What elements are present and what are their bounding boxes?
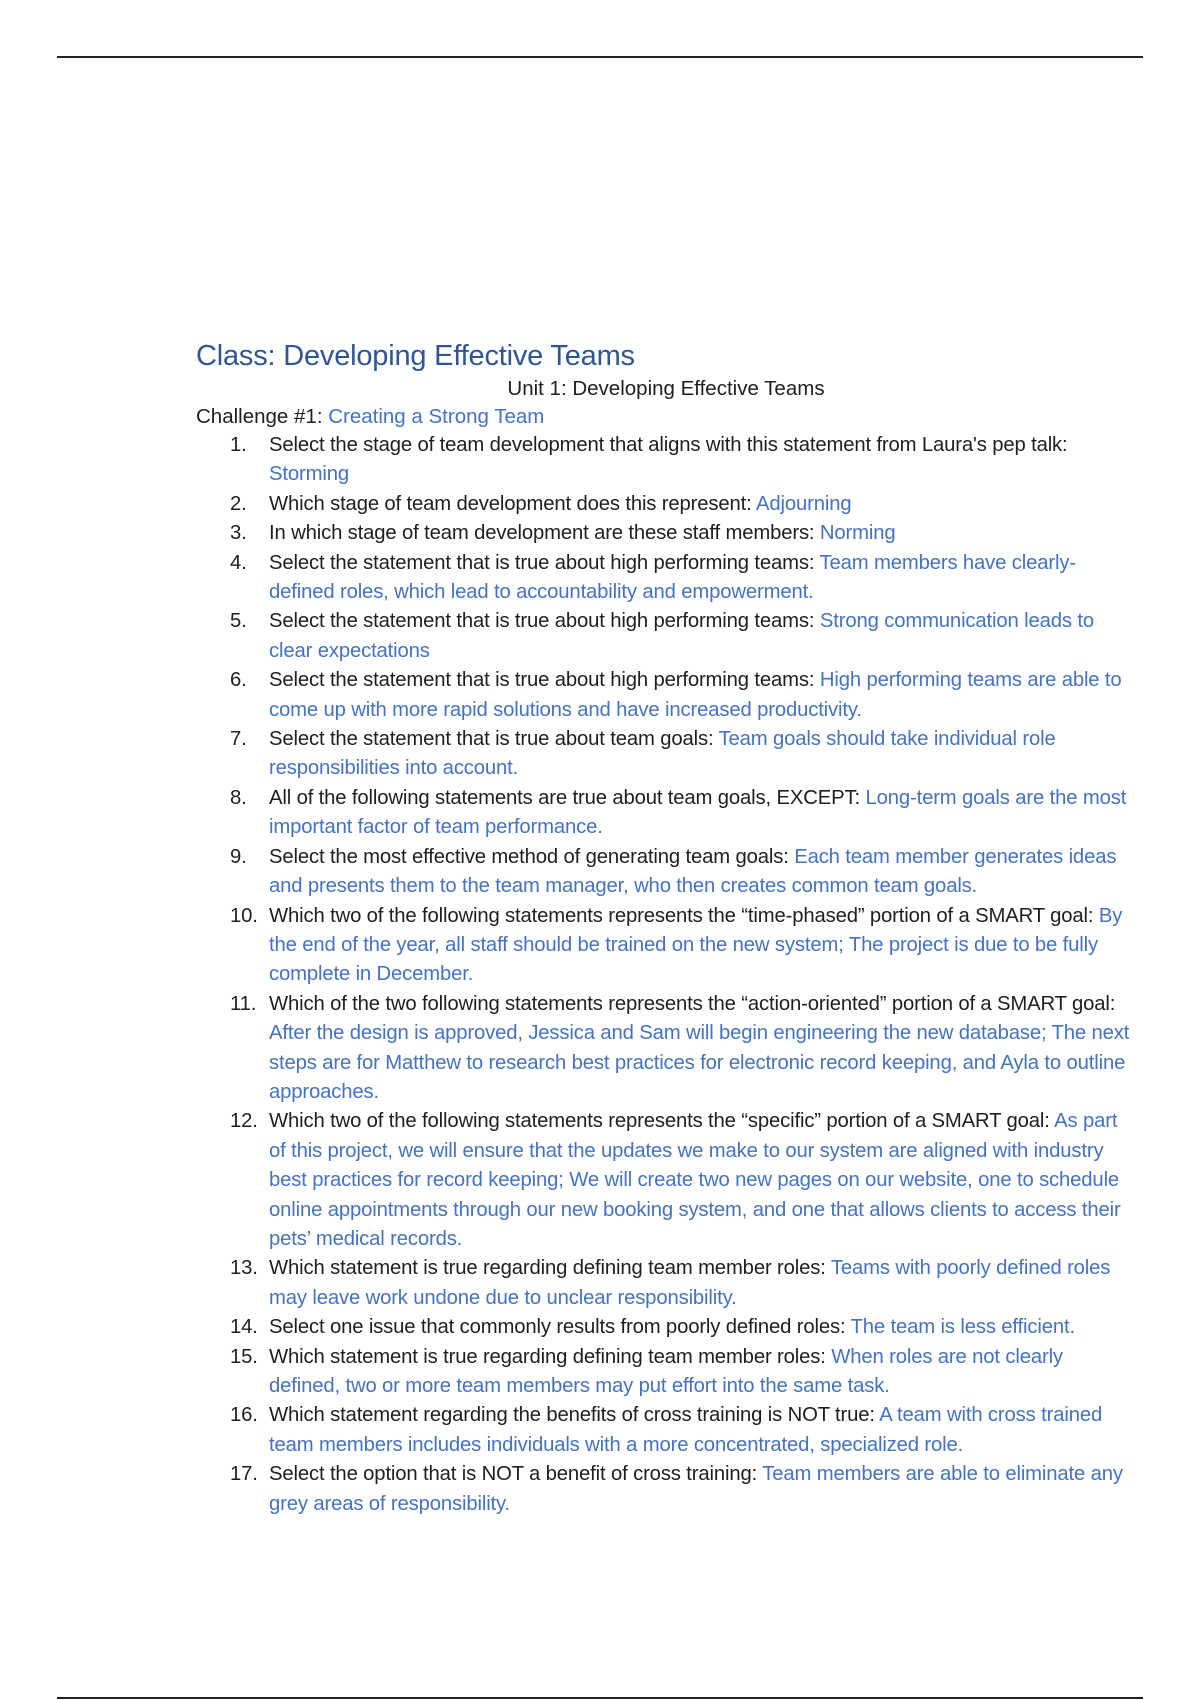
page-title: Class: Developing Effective Teams bbox=[196, 340, 635, 372]
question-number: 13. bbox=[230, 1257, 258, 1280]
document-body bbox=[196, 340, 1136, 1519]
answer-text: Strong communication leads to clear expectations bbox=[269, 610, 1094, 662]
question-item bbox=[196, 990, 1136, 1108]
question-number: 2. bbox=[230, 492, 247, 515]
answer-text: After the design is approved, Jessica and Sam will begin engineering the new database; The next steps are for Matthew to research best practices for electronic record keeping, and Ayla to outline approaches. bbox=[269, 1022, 1130, 1103]
question-item bbox=[196, 1460, 1136, 1519]
question-number: 6. bbox=[230, 669, 247, 692]
question-text: Select the option that is NOT a benefit of cross training: bbox=[269, 1463, 758, 1486]
question-number: 9. bbox=[230, 845, 247, 868]
answer-text: Long-term goals are the most important factor of team performance. bbox=[269, 786, 1127, 839]
answer-text: Team members have clearly-defined roles, which lead to accountability and empowerment. bbox=[269, 551, 1076, 604]
question-text: In which stage of team development are these staff members: bbox=[269, 522, 815, 545]
challenge-heading bbox=[196, 405, 1136, 429]
question-number: 17. bbox=[230, 1463, 258, 1486]
question-number: 7. bbox=[230, 728, 247, 751]
answer-text: Teams with poorly defined roles may leave work undone due to unclear responsibility. bbox=[269, 1257, 1111, 1309]
top-rule bbox=[57, 56, 1143, 58]
question-item bbox=[196, 1254, 1136, 1313]
question-text: Select one issue that commonly results from poorly defined roles: bbox=[269, 1316, 846, 1339]
question-text: Which of the two following statements represents the “action-oriented” portion of a SMART goal: bbox=[269, 992, 1116, 1015]
question-text: Select the statement that is true about team goals: bbox=[269, 728, 714, 751]
question-text: Select the statement that is true about high performing teams: bbox=[269, 551, 815, 574]
question-text: Select the stage of team development that aligns with this statement from Laura's pep talk: bbox=[269, 434, 1068, 456]
question-item bbox=[196, 784, 1136, 843]
question-number: 10. bbox=[230, 904, 258, 927]
answer-text: The team is less efficient. bbox=[850, 1316, 1075, 1339]
answer-text: Team members are able to eliminate any grey areas of responsibility. bbox=[269, 1463, 1123, 1515]
question-text: Which two of the following statements represents the “specific” portion of a SMART goal: bbox=[269, 1110, 1050, 1133]
question-item bbox=[196, 431, 1136, 490]
answer-text: Storming bbox=[269, 463, 349, 486]
question-text: Which stage of team development does this represent: bbox=[269, 492, 752, 515]
question-item bbox=[196, 1343, 1136, 1402]
question-item bbox=[196, 843, 1136, 902]
bottom-rule bbox=[57, 1697, 1143, 1699]
question-number: 3. bbox=[230, 522, 247, 545]
question-item bbox=[196, 666, 1136, 725]
question-number: 1. bbox=[230, 434, 247, 456]
question-number: 16. bbox=[230, 1404, 258, 1427]
answer-text: Team goals should take individual role responsibilities into account. bbox=[269, 728, 1056, 780]
question-text: Select the most effective method of generating team goals: bbox=[269, 845, 789, 868]
question-text: Select the statement that is true about high performing teams: bbox=[269, 610, 815, 633]
question-number: 15. bbox=[230, 1345, 258, 1368]
question-item bbox=[196, 1401, 1136, 1460]
answer-text: As part of this project, we will ensure that the updates we make to our system are aligned with industry best practices for record keeping; We will create two new pages on our website, one to schedule online appointments through our new booking system, and one that allows clients to access their pets’ medical records. bbox=[269, 1110, 1121, 1250]
answer-text: Adjourning bbox=[755, 492, 852, 515]
challenge-label: Challenge #1: bbox=[196, 405, 323, 428]
answer-text: Each team member generates ideas and presents them to the team manager, who then creates common team goals. bbox=[269, 845, 1117, 898]
question-number: 4. bbox=[230, 551, 247, 574]
question-list bbox=[196, 431, 1136, 1519]
question-text: Which statement regarding the benefits of cross training is NOT true: bbox=[269, 1404, 875, 1427]
question-text: All of the following statements are true about team goals, EXCEPT: bbox=[269, 786, 860, 809]
question-text: Which statement is true regarding defining team member roles: bbox=[269, 1257, 826, 1280]
answer-text: A team with cross trained team members includes individuals with a more concentrated, specialized role. bbox=[269, 1404, 1103, 1456]
question-item bbox=[196, 1313, 1136, 1342]
question-text: Which statement is true regarding defining team member roles: bbox=[269, 1345, 826, 1368]
answer-text: When roles are not clearly defined, two or more team members may put effort into the same task. bbox=[269, 1345, 1063, 1397]
question-item bbox=[196, 725, 1136, 784]
unit-heading: Unit 1: Developing Effective Teams bbox=[507, 377, 825, 400]
answer-text: Norming bbox=[819, 522, 896, 545]
question-text: Which two of the following statements represents the “time-phased” portion of a SMART goal: bbox=[269, 904, 1094, 927]
question-item bbox=[196, 519, 1136, 548]
question-item bbox=[196, 549, 1136, 608]
question-item bbox=[196, 490, 1136, 519]
question-item bbox=[196, 902, 1136, 990]
answer-text: By the end of the year, all staff should be trained on the new system; The project is due to be fully complete in December. bbox=[269, 904, 1123, 986]
answer-text: High performing teams are able to come up with more rapid solutions and have increased productivity. bbox=[269, 669, 1122, 721]
question-number: 8. bbox=[230, 786, 247, 809]
question-number: 14. bbox=[230, 1316, 258, 1339]
challenge-name: Creating a Strong Team bbox=[328, 405, 545, 428]
question-item bbox=[196, 607, 1136, 666]
question-number: 12. bbox=[230, 1110, 258, 1133]
question-number: 11. bbox=[230, 992, 257, 1015]
question-item bbox=[196, 1107, 1136, 1254]
question-number: 5. bbox=[230, 610, 247, 633]
question-text: Select the statement that is true about high performing teams: bbox=[269, 669, 815, 692]
